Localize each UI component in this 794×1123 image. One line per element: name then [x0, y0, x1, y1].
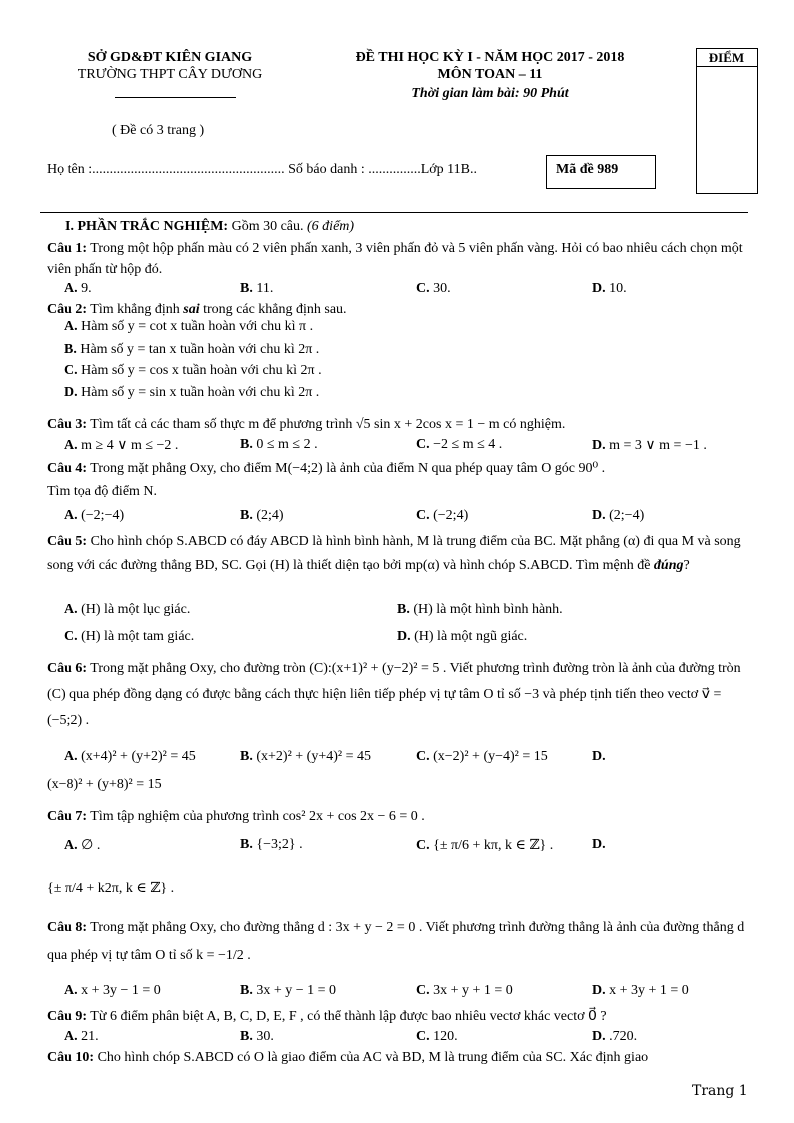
exam-code: Mã đề 989	[556, 162, 619, 177]
score-box-divider	[696, 66, 757, 67]
q1-option-a[interactable]: A. 9.	[64, 281, 92, 296]
q8-option-c[interactable]: C. 3x + y + 1 = 0	[416, 983, 513, 998]
q4-option-b[interactable]: B. (2;4)	[240, 508, 284, 523]
question-3: Câu 3: Tìm tất cả các tham số thực m để phương trình √5 sin x + 2cos x = 1 − m có nghiệm.	[47, 417, 566, 432]
q5-option-a[interactable]: A. (H) là một lục giác.	[64, 602, 191, 617]
q2-option-d[interactable]: D. Hàm số y = sin x tuần hoàn với chu kì 2π .	[64, 385, 320, 400]
pages-note: ( Đề có 3 trang )	[112, 123, 205, 138]
subject-title: MÔN TOAN – 11	[437, 67, 543, 82]
q5-option-b[interactable]: B. (H) là một hình bình hành.	[397, 602, 563, 617]
q9-option-b[interactable]: B. 30.	[240, 1029, 274, 1044]
question-6: Câu 6: Trong mặt phẳng Oxy, cho đường tròn (C):(x+1)² + (y−2)² = 5 . Viết phương trình đường tròn là ảnh của đường tròn (C) qua phép đồng dạng có được bằng cách thực hiện liên tiếp phép vị tự tâm O tỉ số −3 và phép tịnh tiến theo vectơ v⃗ = (−5;2) .	[47, 661, 741, 728]
score-box	[696, 48, 758, 194]
q6-option-a[interactable]: A. (x+4)² + (y+2)² = 45	[64, 749, 196, 764]
exam-title: ĐỀ THI HỌC KỲ I - NĂM HỌC 2017 - 2018	[355, 50, 625, 65]
q4-option-c[interactable]: C. (−2;4)	[416, 508, 469, 523]
question-5: Câu 5: Cho hình chóp S.ABCD có đáy ABCD là hình bình hành, M là trung điểm của BC. Mặt phẳng (α) đi qua M và song song với các đường thẳng BD, SC. Gọi (H) là thiết diện tạo bởi mp(α) và hình chóp S.ABCD. Tìm mệnh đề đúng?	[47, 534, 741, 573]
q5-option-c[interactable]: C. (H) là một tam giác.	[64, 629, 195, 644]
q3-option-d[interactable]: D. m = 3 ∨ m = −1 .	[592, 438, 707, 453]
q7-option-a[interactable]: A. ∅ .	[64, 838, 101, 853]
q6-option-d-label[interactable]: D.	[592, 749, 606, 764]
q8-option-d[interactable]: D. x + 3y + 1 = 0	[592, 983, 689, 998]
q8-option-b[interactable]: B. 3x + y − 1 = 0	[240, 983, 337, 998]
header-separator	[40, 212, 748, 213]
department-name: SỞ GD&ĐT KIÊN GIANG	[87, 50, 253, 65]
q7-option-d-label[interactable]: D.	[592, 837, 606, 852]
q1-option-b[interactable]: B. 11.	[240, 281, 274, 296]
question-2: Câu 2: Tìm khẳng định sai trong các khẳng định sau.	[47, 302, 347, 317]
question-10: Câu 10: Cho hình chóp S.ABCD có O là giao điểm của AC và BD, M là trung điểm của SC. Xác định giao	[47, 1050, 649, 1065]
header-underline	[115, 97, 236, 98]
q7-option-c[interactable]: C. {± π/6 + kπ, k ∈ ℤ} .	[416, 838, 554, 853]
q1-option-d[interactable]: D. 10.	[592, 281, 627, 296]
q3-option-b[interactable]: B. 0 ≤ m ≤ 2 .	[240, 437, 318, 452]
q6-option-d[interactable]: (x−8)² + (y+8)² = 15	[47, 777, 162, 792]
question-4-line2: Tìm tọa độ điểm N.	[47, 484, 158, 499]
q9-option-a[interactable]: A. 21.	[64, 1029, 99, 1044]
q9-option-c[interactable]: C. 120.	[416, 1029, 458, 1044]
page-number: Trang 1	[692, 1083, 748, 1099]
q6-option-b[interactable]: B. (x+2)² + (y+4)² = 45	[240, 749, 371, 764]
q8-option-a[interactable]: A. x + 3y − 1 = 0	[64, 983, 161, 998]
score-label: ĐIỂM	[708, 50, 745, 65]
question-9: Câu 9: Từ 6 điểm phân biệt A, B, C, D, E, F , có thể thành lập được bao nhiêu vectơ khác vectơ 0⃗ ?	[47, 1009, 607, 1024]
question-7: Câu 7: Tìm tập nghiệm của phương trình cos² 2x + cos 2x − 6 = 0 .	[47, 809, 425, 824]
q2-option-c[interactable]: C. Hàm số y = cos x tuần hoàn với chu kì 2π .	[64, 363, 322, 378]
q7-option-b[interactable]: B. {−3;2} .	[240, 837, 303, 852]
question-1: Câu 1: Trong một hộp phấn màu có 2 viên phấn xanh, 3 viên phấn đỏ và 5 viên phấn vàng. Hỏi có bao nhiêu cách chọn một viên phấn từ hộp đó.	[47, 241, 743, 277]
q7-option-d[interactable]: {± π/4 + k2π, k ∈ ℤ} .	[47, 881, 175, 896]
q1-option-c[interactable]: C. 30.	[416, 281, 451, 296]
q2-option-b[interactable]: B. Hàm số y = tan x tuần hoàn với chu kì 2π .	[64, 342, 320, 357]
q6-option-c[interactable]: C. (x−2)² + (y−4)² = 15	[416, 749, 548, 764]
exam-time: Thời gian làm bài: 90 Phút	[411, 86, 569, 101]
question-4: Câu 4: Trong mặt phẳng Oxy, cho điểm M(−4;2) là ảnh của điểm N qua phép quay tâm O góc 90⁰ .	[47, 461, 606, 476]
student-info-line: Họ tên :....................................................... Số báo danh : ...............Lớp 11B..	[47, 162, 477, 177]
q4-option-d[interactable]: D. (2;−4)	[592, 508, 645, 523]
q9-option-d[interactable]: D. .720.	[592, 1029, 638, 1044]
q2-option-a[interactable]: A. Hàm số y = cot x tuần hoàn với chu kì π .	[64, 319, 314, 334]
q3-option-a[interactable]: A. m ≥ 4 ∨ m ≤ −2 .	[64, 438, 179, 453]
q3-option-c[interactable]: C. −2 ≤ m ≤ 4 .	[416, 437, 503, 452]
school-name: TRƯỜNG THPT CÂY DƯƠNG	[77, 67, 263, 82]
question-8: Câu 8: Trong mặt phẳng Oxy, cho đường thẳng d : 3x + y − 2 = 0 . Viết phương trình đường thẳng là ảnh của đường thẳng d qua phép vị tự tâm O tỉ số k = −1/2 .	[47, 920, 745, 963]
section-title: I. PHẦN TRẮC NGHIỆM: Gồm 30 câu. (6 điểm)	[65, 219, 355, 234]
q5-option-d[interactable]: D. (H) là một ngũ giác.	[397, 629, 528, 644]
q4-option-a[interactable]: A. (−2;−4)	[64, 508, 125, 523]
